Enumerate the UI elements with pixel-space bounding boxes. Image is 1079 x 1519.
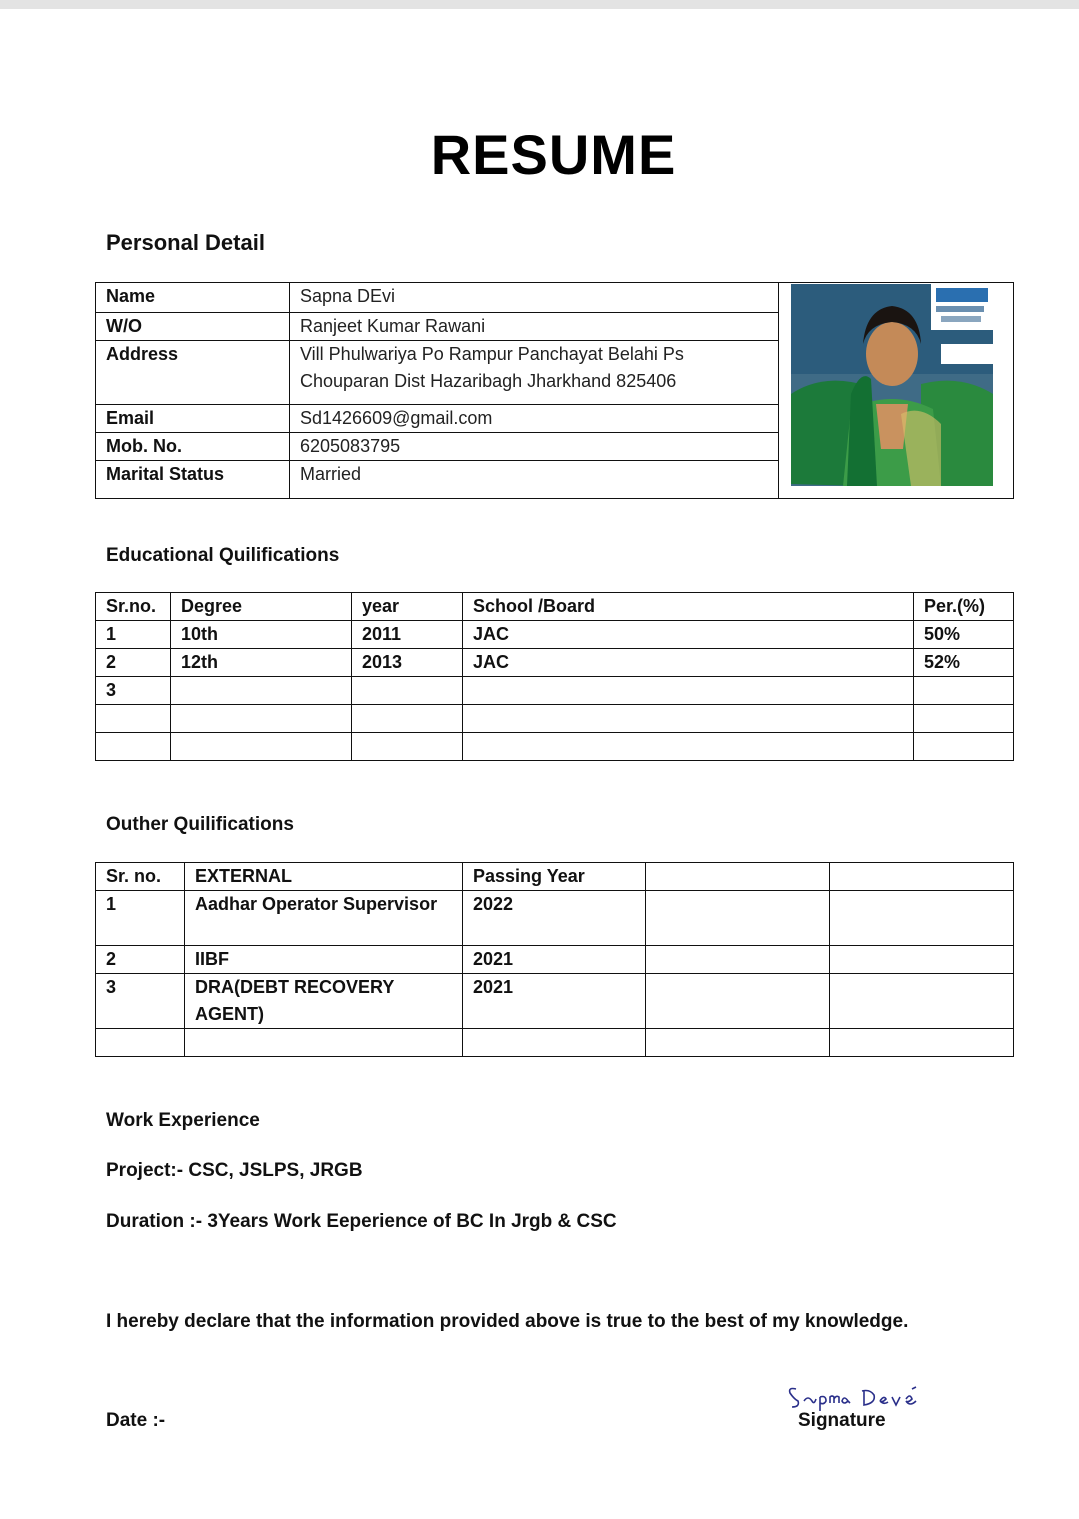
table-cell: [171, 705, 352, 733]
photo-cell: [779, 283, 1014, 499]
table-cell: [914, 705, 1014, 733]
work-duration: Duration :- 3Years Work Eeperience of BC In Jrgb & CSC: [106, 1211, 617, 1232]
table-cell: 2022: [463, 891, 646, 946]
table-cell: [646, 946, 830, 974]
col-header: EXTERNAL: [185, 863, 463, 891]
col-header: Degree: [171, 593, 352, 621]
education-heading: Educational Quilifications: [106, 545, 340, 566]
other-qualifications-table: [95, 862, 1014, 1057]
table-cell: JAC: [463, 649, 914, 677]
table-cell: 10th: [171, 621, 352, 649]
education-header-row: [96, 593, 1014, 621]
value-mobile: 6205083795: [290, 433, 779, 461]
col-header: Sr. no.: [96, 863, 185, 891]
label-wo: W/O: [96, 313, 290, 341]
table-cell: [352, 677, 463, 705]
table-cell: [463, 677, 914, 705]
col-header: [830, 863, 1014, 891]
table-row: [96, 1029, 1014, 1057]
address-line-2: Chouparan Dist Hazaribagh Jharkhand 825406: [300, 371, 677, 391]
table-cell: [914, 677, 1014, 705]
col-header: Per.(%): [914, 593, 1014, 621]
table-cell: [96, 1029, 185, 1057]
table-cell: [463, 733, 914, 761]
table-cell: 1: [96, 891, 185, 946]
col-header: [646, 863, 830, 891]
personal-detail-heading: Personal Detail: [106, 230, 265, 255]
table-row: [96, 705, 1014, 733]
top-border: [0, 0, 1079, 9]
table-cell: [171, 677, 352, 705]
value-marital: Married: [290, 461, 779, 499]
table-cell: [171, 733, 352, 761]
table-cell: [185, 1029, 463, 1057]
table-cell: 2021: [463, 974, 646, 1029]
table-row: [96, 891, 1014, 946]
table-cell: [463, 1029, 646, 1057]
value-email: Sd1426609@gmail.com: [290, 405, 779, 433]
table-cell: [352, 705, 463, 733]
table-cell: 1: [96, 621, 171, 649]
col-header: School /Board: [463, 593, 914, 621]
table-cell: 3: [96, 974, 185, 1029]
table-cell: 3: [96, 677, 171, 705]
col-header: Sr.no.: [96, 593, 171, 621]
table-row: [96, 733, 1014, 761]
label-email: Email: [96, 405, 290, 433]
label-marital: Marital Status: [96, 461, 290, 499]
table-cell: 52%: [914, 649, 1014, 677]
table-cell: IIBF: [185, 946, 463, 974]
label-name: Name: [96, 283, 290, 313]
other-qualifications-heading: Outher Quilifications: [106, 814, 294, 835]
table-cell: 50%: [914, 621, 1014, 649]
personal-detail-table: [95, 282, 1014, 499]
date-label: Date :-: [106, 1410, 166, 1431]
table-cell: [830, 946, 1014, 974]
profile-photo: [791, 284, 993, 486]
table-row: [96, 649, 1014, 677]
education-table: [95, 592, 1014, 761]
table-row: [96, 974, 1014, 1029]
address-line-1: Vill Phulwariya Po Rampur Panchayat Belahi Ps: [300, 344, 684, 364]
table-cell: 2013: [352, 649, 463, 677]
table-row: [96, 677, 1014, 705]
table-cell: [830, 974, 1014, 1029]
signature-label: Signature: [798, 1410, 886, 1431]
table-cell: 12th: [171, 649, 352, 677]
table-cell: DRA(DEBT RECOVERY AGENT): [185, 974, 463, 1029]
work-experience-heading: Work Experience: [106, 1110, 260, 1131]
declaration-text: I hereby declare that the information provided above is true to the best of my knowledge.: [106, 1311, 909, 1332]
table-cell: [914, 733, 1014, 761]
table-cell: 2: [96, 946, 185, 974]
work-project: Project:- CSC, JSLPS, JRGB: [106, 1160, 363, 1181]
table-cell: [96, 705, 171, 733]
table-cell: [830, 891, 1014, 946]
table-cell: JAC: [463, 621, 914, 649]
table-cell: [830, 1029, 1014, 1057]
table-cell: 2021: [463, 946, 646, 974]
table-cell: Aadhar Operator Supervisor: [185, 891, 463, 946]
table-cell: [646, 891, 830, 946]
label-address: Address: [96, 341, 290, 405]
col-header: year: [352, 593, 463, 621]
value-name: Sapna DEvi: [290, 283, 779, 313]
table-cell: 2: [96, 649, 171, 677]
page-title: RESUME: [430, 123, 677, 186]
table-cell: [646, 974, 830, 1029]
table-cell: [96, 733, 171, 761]
table-cell: [463, 705, 914, 733]
other-header-row: [96, 863, 1014, 891]
table-cell: [352, 733, 463, 761]
table-row: [96, 621, 1014, 649]
col-header: Passing Year: [463, 863, 646, 891]
table-row: [96, 946, 1014, 974]
table-cell: 2011: [352, 621, 463, 649]
personal-row-name: [96, 283, 1014, 313]
value-address: [290, 341, 779, 405]
table-cell: [646, 1029, 830, 1057]
label-mobile: Mob. No.: [96, 433, 290, 461]
value-wo: Ranjeet Kumar Rawani: [290, 313, 779, 341]
